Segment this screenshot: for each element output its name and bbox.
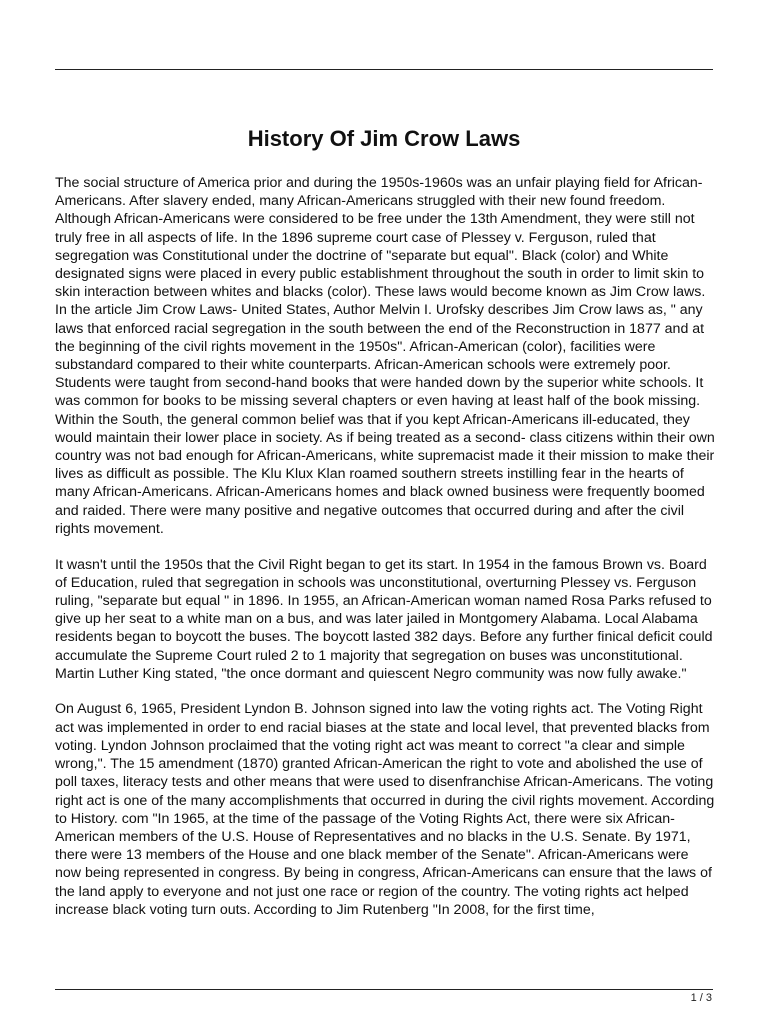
header-divider [55,69,713,70]
footer-divider [55,989,713,990]
paragraph-2: It wasn't until the 1950s that the Civil Right began to get its start. In 1954 in the famous Brown vs. Board of Education, ruled that segregation in schools was unconstitutional, overturning Plessey vs. Ferguson ruling, "separate but equal " in 1896. In 1955, an African-American woman named Rosa Parks refused to give up her seat to a white man on a bus, and was later jailed in Montgomery Alabama. Local Alabama residents began to boycott the buses. The boycott lasted 382 days. Before any further finical deficit could accumulate the Supreme Court ruled 2 to 1 majority that segregation on buses was unconstitutional. Martin Luther King stated, "the once dormant and quiescent Negro community was now fully awake." [55,556,713,682]
page-number: 1 / 3 [690,992,712,1004]
document-body [55,174,715,936]
paragraph-3: On August 6, 1965, President Lyndon B. Johnson signed into law the voting rights act. The Voting Right act was implemented in order to end racial biases at the state and local level, that prevented blacks from voting. Lyndon Johnson proclaimed that the voting right act was meant to correct "a clear and simple wrong,". The 15 amendment (1870) granted African-American the right to vote and abolished the use of poll taxes, literacy tests and other means that were used to disenfranchise African-Americans. The voting right act is one of the many accomplishments that occurred in during the civil rights movement. According to History. com "In 1965, at the time of the passage of the Voting Rights Act, there were six African-American members of the U.S. House of Representatives and no blacks in the U.S. Senate. By 1971, there were 13 members of the House and one black member of the Senate". African-Americans were now being represented in congress. By being in congress, African-Americans can ensure that the laws of the land apply to everyone and not just one race or region of the country. The voting rights act helped increase black voting turn outs. According to Jim Rutenberg "In 2008, for the first time, [55,701,715,918]
document-title: History Of Jim Crow Laws [247,126,521,151]
paragraph-1: The social structure of America prior and during the 1950s-1960s was an unfair playing field for African-Americans. After slavery ended, many African-Americans struggled with their new found freedom. Although African-Americans were considered to be free under the 13th Amendment, they were still not truly free in all aspects of life. In the 1896 supreme court case of Plessey v. Ferguson, ruled that segregation was Constitutional under the doctrine of "separate but equal". Black (color) and White designated signs were placed in every public establishment throughout the south in order to limit skin to skin interaction between whites and blacks (color). These laws would become known as Jim Crow laws. In the article Jim Crow Laws- United States, Author Melvin I. Urofsky describes Jim Crow laws as, " any laws that enforced racial segregation in the south between the end of the Reconstruction in 1877 and at the beginning of the civil rights movement in the 1950s". African-American (color), facilities were substandard compared to their white counterparts. African-American schools were extremely poor. Students were taught from second-hand books that were handed down by the superior white schools. It was common for books to be missing several chapters or even having at least half of the book missing. Within the South, the general common belief was that if you kept African-Americans ill-educated, they would maintain their lower place in society. As if being treated as a second- class citizens within their own country was not bad enough for African-Americans, white supremacist made it their mission to make their lives as difficult as possible. The Klu Klux Klan roamed southern streets instilling fear in the hearts of many African-Americans. African-Americans homes and black owned business were frequently boomed and raided. There were many positive and negative outcomes that occurred during and after the civil rights movement. [55,175,715,537]
